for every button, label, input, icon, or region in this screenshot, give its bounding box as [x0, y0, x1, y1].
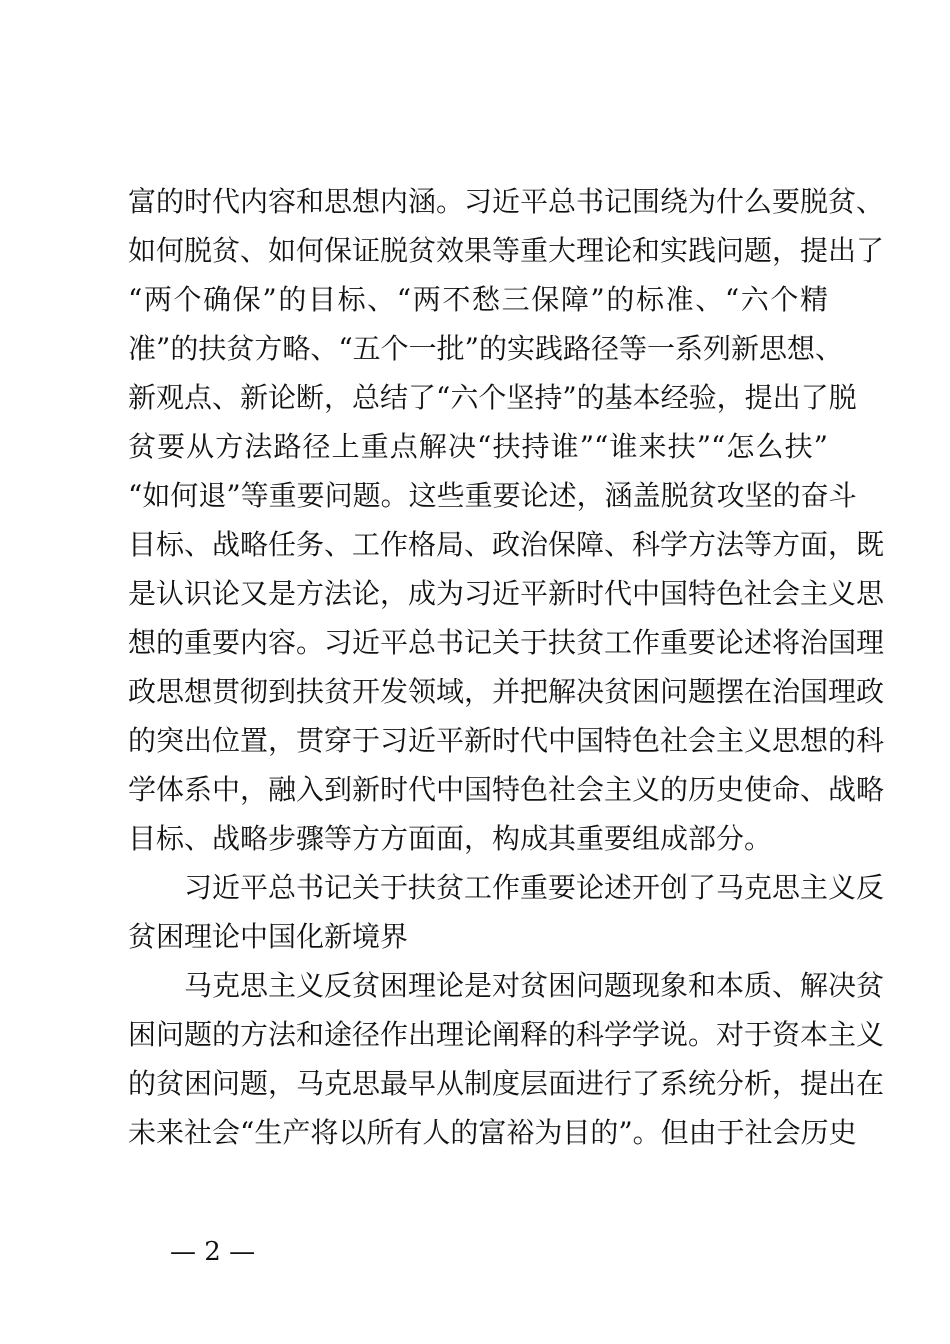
paragraph-1-line-8: 目标、战略任务、工作格局、政治保障、科学方法等方面，既	[128, 528, 885, 561]
paragraph-1-line-4: 准”的扶贫方略、“五个一批”的实践路径等一系列新思想、	[128, 332, 843, 365]
paragraph-1-line-13: 学体系中，融入到新时代中国特色社会主义的历史使命、战略	[128, 773, 885, 806]
paragraph-2-line-1: 习近平总书记关于扶贫工作重要论述开创了马克思主义反	[184, 871, 885, 904]
paragraph-1-line-9: 是认识论又是方法论，成为习近平新时代中国特色社会主义思	[128, 577, 885, 610]
paragraph-3-line-3: 的贫困问题，马克思最早从制度层面进行了系统分析，提出在	[128, 1067, 885, 1100]
paragraph-1-line-1: 富的时代内容和思想内涵。习近平总书记围绕为什么要脱贫、	[128, 185, 885, 218]
paragraph-3-line-4: 未来社会“生产将以所有人的富裕为目的”。但由于社会历史	[128, 1116, 857, 1149]
paragraph-1-line-14: 目标、战略步骤等方方面面，构成其重要组成部分。	[128, 822, 773, 855]
paragraph-3-line-1: 马克思主义反贫困理论是对贫困问题现象和本质、解决贫	[184, 969, 885, 1002]
paragraph-2-line-2: 贫困理论中国化新境界	[128, 920, 409, 953]
page-number: — 2 —	[170, 1237, 256, 1267]
paragraph-1-line-7: “如何退”等重要问题。这些重要论述，涵盖脱贫攻坚的奋斗	[128, 479, 857, 512]
paragraph-1-line-11: 政思想贯彻到扶贫开发领域，并把解决贫困问题摆在治国理政	[128, 675, 885, 708]
paragraph-1-line-12: 的突出位置，贯穿于习近平新时代中国特色社会主义思想的科	[128, 724, 885, 757]
paragraph-1-line-3: “两个确保”的目标、“两不愁三保障”的标准、“六个精	[128, 283, 828, 316]
body-text	[128, 177, 885, 1157]
paragraph-1-line-2: 如何脱贫、如何保证脱贫效果等重大理论和实践问题，提出了	[128, 234, 885, 267]
paragraph-1-line-5: 新观点、新论断，总结了“六个坚持”的基本经验，提出了脱	[128, 381, 857, 414]
paragraph-1-line-6: 贫要从方法路径上重点解决“扶持谁”“谁来扶”“怎么扶”	[128, 430, 828, 463]
paragraph-1-line-10: 想的重要内容。习近平总书记关于扶贫工作重要论述将治国理	[128, 626, 885, 659]
paragraph-3-line-2: 困问题的方法和途径作出理论阐释的科学学说。对于资本主义	[128, 1018, 885, 1051]
